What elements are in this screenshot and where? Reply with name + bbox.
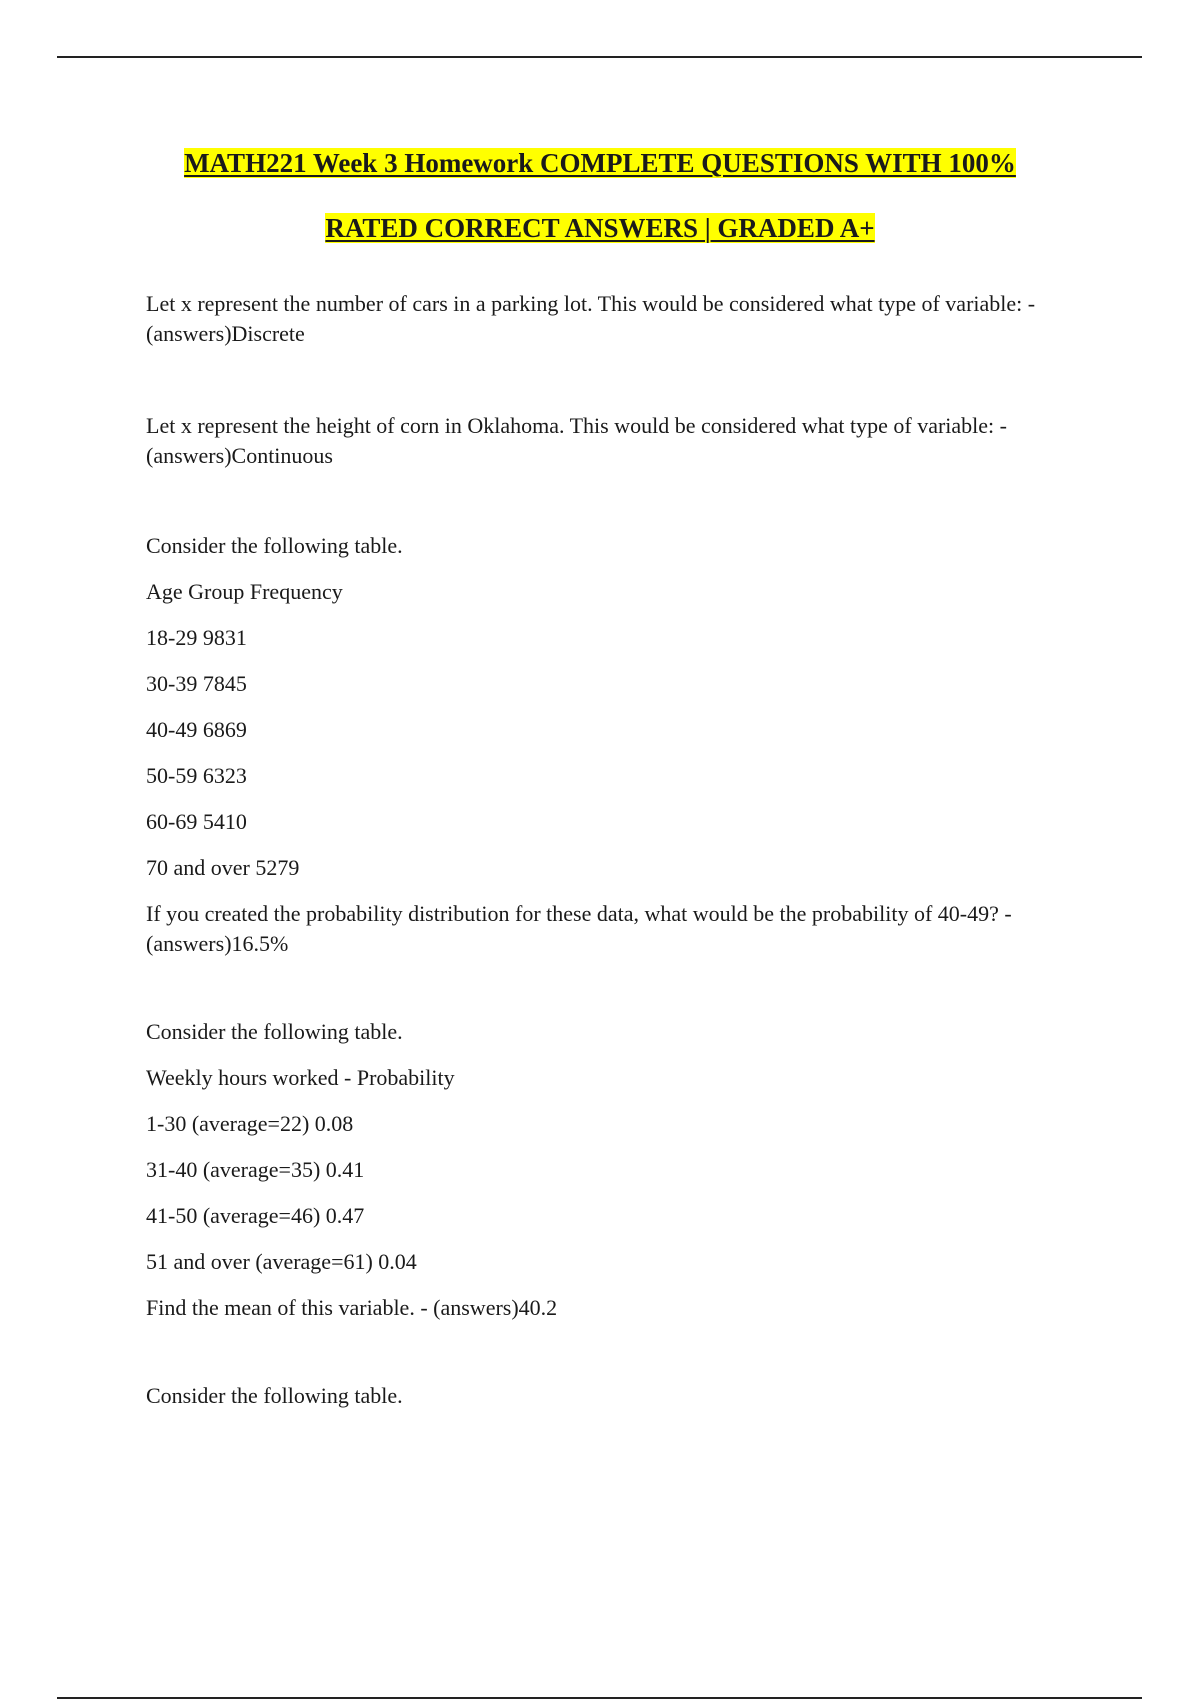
question-4-prompt: Find the mean of this variable. - (answers)40.2 — [146, 1295, 558, 1320]
question-4-intro: Consider the following table. — [146, 1019, 403, 1044]
table-row: 1-30 (average=22) 0.08 — [146, 1111, 354, 1136]
bottom-rule — [57, 1697, 1142, 1699]
question-4 — [146, 1017, 1086, 1323]
document-body — [146, 289, 1086, 1427]
table-row: 30-39 7845 — [146, 671, 247, 696]
table-row: 41-50 (average=46) 0.47 — [146, 1203, 365, 1228]
document-title-line-1: MATH221 Week 3 Homework COMPLETE QUESTIONS WITH 100% — [184, 148, 1016, 178]
table-row: 40-49 6869 — [146, 717, 247, 742]
question-3-table-header: Age Group Frequency — [146, 579, 343, 604]
question-3-prompt: If you created the probability distribution for these data, what would be the probability of 40-49? - (answers)16.5% — [146, 901, 1012, 956]
top-rule — [57, 56, 1142, 58]
document-title-line-2: RATED CORRECT ANSWERS | GRADED A+ — [325, 213, 875, 243]
question-5-intro: Consider the following table. — [146, 1383, 403, 1408]
table-row: 51 and over (average=61) 0.04 — [146, 1249, 417, 1274]
question-2: Let x represent the height of corn in Oklahoma. This would be considered what type of variable: - (answers)Continuous — [146, 413, 1007, 468]
question-1: Let x represent the number of cars in a parking lot. This would be considered what type of variable: - (answers)Discrete — [146, 291, 1036, 346]
question-4-table-header: Weekly hours worked - Probability — [146, 1065, 455, 1090]
question-5 — [146, 1381, 1086, 1411]
question-3 — [146, 531, 1086, 959]
table-row: 18-29 9831 — [146, 625, 247, 650]
table-row: 60-69 5410 — [146, 809, 247, 834]
table-row: 31-40 (average=35) 0.41 — [146, 1157, 365, 1182]
question-3-intro: Consider the following table. — [146, 533, 403, 558]
table-row: 70 and over 5279 — [146, 855, 300, 880]
table-row: 50-59 6323 — [146, 763, 247, 788]
